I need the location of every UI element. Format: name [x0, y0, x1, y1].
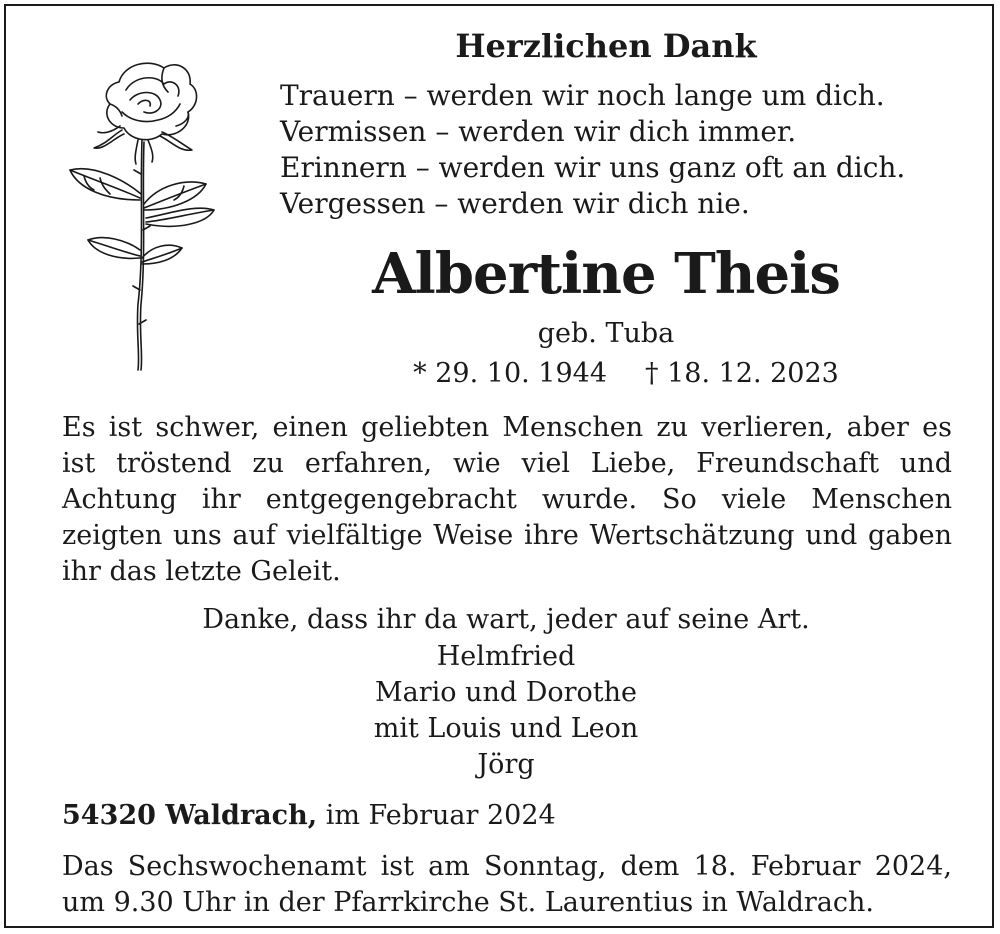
poem-line: Vergessen – werden wir dich nie. [280, 187, 750, 220]
poem [280, 78, 905, 222]
poem-line: Erinnern – werden wir uns ganz oft an dich. [280, 151, 906, 184]
heading: Herzlichen Dank [455, 27, 757, 65]
family-member: Jörg [477, 749, 535, 780]
family-list [306, 639, 706, 783]
death-date: † 18. 12. 2023 [645, 358, 839, 389]
family-member: Helmfried [436, 641, 576, 672]
place-location: 54320 Waldrach, [62, 800, 318, 831]
rose-icon [64, 54, 224, 372]
family-member: Mario und Dorothe [374, 677, 638, 708]
birth-date: * 29. 10. 1944 [413, 358, 607, 389]
mass-notice: Das Sechswochenamt ist am Sonntag, dem 18. Februar 2024, um 9.30 Uhr in der Pfarrkirche St. Laurentius in Waldrach. [62, 851, 952, 918]
place-month: im Februar 2024 [325, 800, 556, 831]
place-date [62, 798, 556, 834]
birth-name: geb. Tuba [537, 318, 675, 349]
poem-line: Trauern – werden wir noch lange um dich. [280, 79, 885, 112]
deceased-name: Albertine Theis [372, 241, 840, 307]
message-text: Es ist schwer, einen geliebten Menschen zu verlieren, aber es ist tröstend zu erfahren, wie viel Liebe, Freundschaft und Achtung ihr entgegengebracht wurde. So viele Menschen zeigten uns auf vielfältige Weise ihre Wertschätzung und gaben ihr das letzte Geleit. [62, 412, 952, 587]
life-dates [386, 356, 866, 392]
poem-line: Vermissen – werden wir dich immer. [280, 115, 797, 148]
family-member: mit Louis und Leon [373, 713, 639, 744]
thanks-line: Danke, dass ihr da wart, jeder auf seine Art. [202, 604, 810, 635]
obituary-frame [4, 4, 994, 928]
